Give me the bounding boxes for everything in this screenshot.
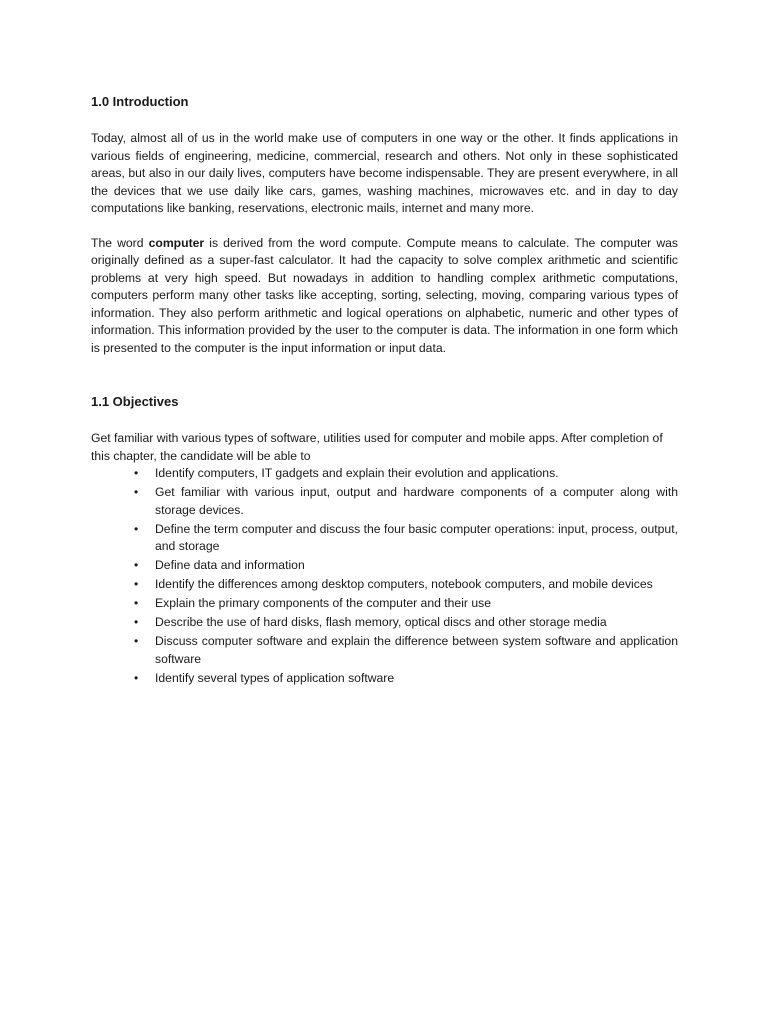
list-item-text: Define the term computer and discuss the four basic computer operations: input, process, output, and storage <box>155 521 678 553</box>
paragraph-2-text-start: The word <box>91 235 149 250</box>
list-item <box>134 557 678 575</box>
bullet-icon: • <box>134 634 139 648</box>
bullet-icon: • <box>134 485 139 499</box>
intro-paragraph-2 <box>91 235 678 358</box>
objectives-heading: 1.1 Objectives <box>91 394 179 409</box>
bullet-icon: • <box>134 521 139 536</box>
list-item <box>134 576 678 594</box>
bold-term-computer: computer <box>148 235 205 250</box>
list-item-text: Describe the use of hard disks, flash memory, optical discs and other storage media <box>155 615 607 629</box>
bullet-icon: • <box>134 596 139 610</box>
list-item <box>134 595 678 613</box>
list-item <box>134 670 678 688</box>
bullet-icon: • <box>134 615 139 629</box>
objectives-intro: Get familiar with various types of software, utilities used for computer and mobile apps. After completion of this chapter, the candidate will be able to <box>91 431 663 463</box>
list-item-text: Define data and information <box>155 558 305 572</box>
bullet-icon: • <box>134 670 139 685</box>
list-item <box>134 465 678 483</box>
list-item-text: Identify several types of application software <box>155 670 395 685</box>
paragraph-2-text-rest: is derived from the word compute. Compute means to calculate. The computer was originally defined as a super-fast calculator. It had the capacity to solve complex arithmetic and scientific problems at very high speed. But nowadays in addition to handling complex arithmetic computations, computers perform many other tasks like accepting, sorting, selecting, moving, comparing various types of information. They also perform arithmetic and logical operations on alphabetic, numeric and other types of information. This information provided by the user to the computer is data. The information in one form which is presented to the computer is the input information or input data. <box>91 235 678 355</box>
list-item-text: Get familiar with various input, output and hardware components of a computer along with storage devices. <box>155 485 678 517</box>
objectives-list <box>91 465 678 687</box>
list-item-text: Identify the differences among desktop computers, notebook computers, and mobile devices <box>155 577 653 591</box>
list-item-text: Explain the primary components of the computer and their use <box>155 596 492 610</box>
document-page <box>91 93 678 689</box>
list-item <box>134 521 678 556</box>
intro-paragraph-1: Today, almost all of us in the world make use of computers in one way or the other. It finds applications in various fields of engineering, medicine, commercial, research and others. Not only in these sophisticated areas, but also in our daily lives, computers have become indispensable. They are present everywhere, in all the devices that we use daily like cars, games, washing machines, microwaves etc. and in day to day computations like banking, reservations, electronic mails, internet and many more. <box>91 131 678 215</box>
intro-heading: 1.0 Introduction <box>91 94 189 109</box>
list-item-text: Discuss computer software and explain the difference between system software and application software <box>155 634 678 666</box>
bullet-icon: • <box>134 577 139 591</box>
bullet-icon: • <box>134 466 139 480</box>
bullet-icon: • <box>134 558 139 572</box>
list-item <box>134 484 678 519</box>
list-item-text: Identify computers, IT gadgets and explain their evolution and applications. <box>155 466 559 480</box>
list-item <box>134 633 678 668</box>
list-item <box>134 614 678 632</box>
